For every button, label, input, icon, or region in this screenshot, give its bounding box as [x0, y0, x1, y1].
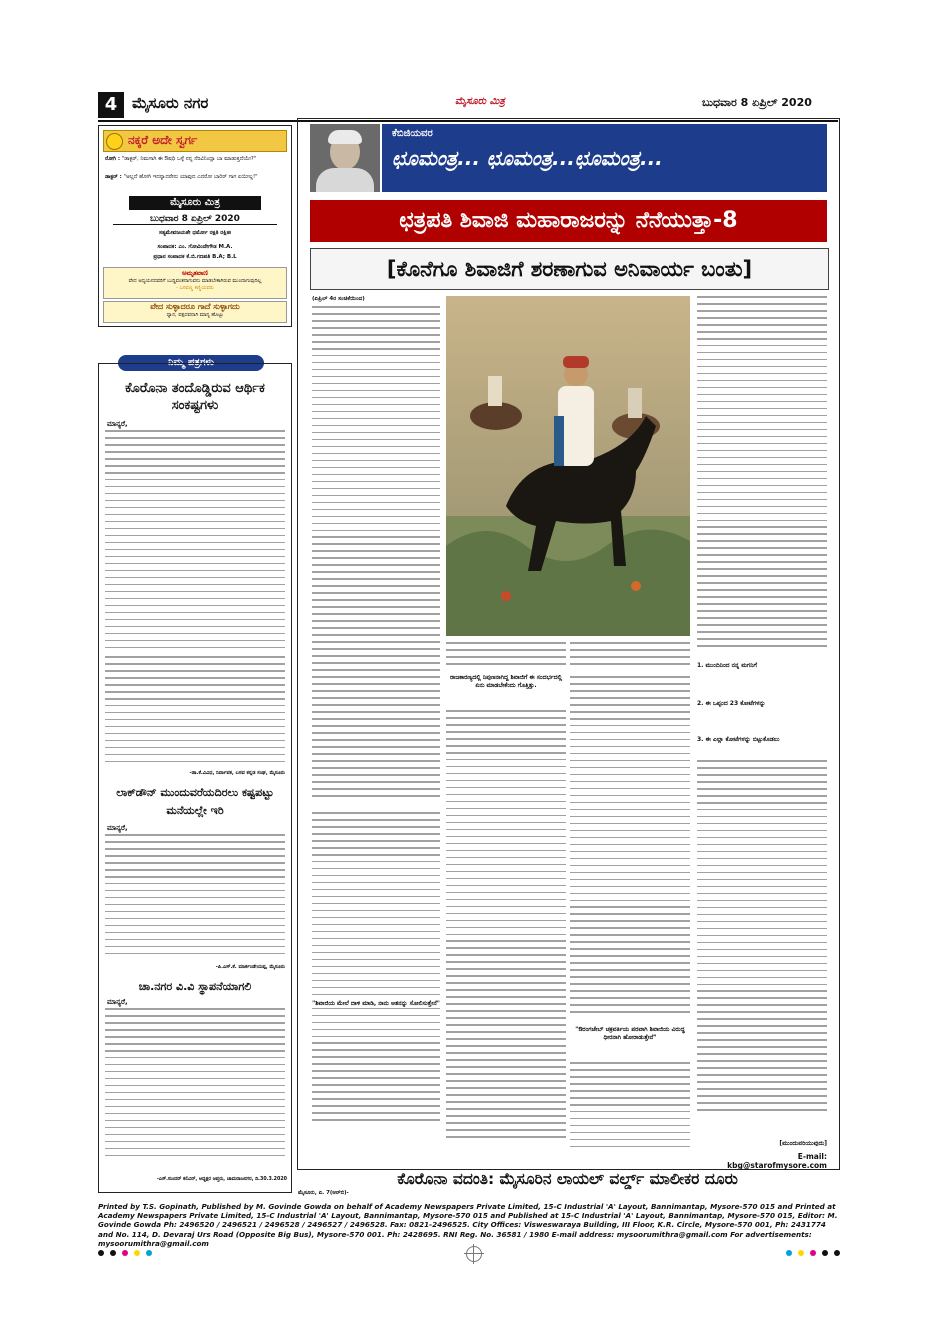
bush-flower-1 — [501, 591, 511, 601]
main-headline: ಛತ್ರಪತಿ ಶಿವಾಜಿ ಮಹಾರಾಜರನ್ನು ನೆನೆಯುತ್ತಾ-8 — [310, 200, 827, 242]
amrutavani-box — [103, 267, 287, 299]
bush-flower-2 — [631, 581, 641, 591]
masthead-motto: ಸತ್ಯಮೇವಜಯತೇ ಧರ್ಮೋ ರಕ್ಷತಿ ರಕ್ಷಿತಃ — [159, 230, 231, 236]
print-mark-dot — [146, 1250, 152, 1256]
right-note-1: 1. ಮುಂದಿನಿಂದ ನನ್ನ ಮಗನಿಗೆ — [697, 662, 757, 669]
letters-badge: ನಿಮ್ಮ ಪತ್ರಗಳು — [118, 355, 264, 371]
proverb-box — [103, 301, 287, 323]
letter1-salutation: ಮಾನ್ಯರೆ, — [107, 420, 128, 428]
laughing-face-icon — [106, 133, 123, 150]
masthead-coeditor: ಪ್ರಧಾನ ಸಂಪಾದಕ ಕೆ.ಬಿ.ಗಣಪತಿ B.A; B.L — [153, 254, 237, 260]
column-text-col2 — [446, 642, 566, 672]
author-shirt — [316, 168, 374, 192]
letter1-body-cont — [105, 656, 285, 766]
letter2-salutation: ಮಾನ್ಯರೆ, — [107, 824, 128, 832]
letter2-title: ಲಾಕ್‌ಡೌನ್ ಮುಂದುವರೆಯದಿರಲು ಕಷ್ಟಪಟ್ಟು ಮನೆಯಲ್ಲೇ ಇರಿ — [116, 786, 274, 817]
print-mark-dot — [810, 1250, 816, 1256]
masthead-editor: ಸಂಪಾದಕ: ಎಂ. ಗೋವಿಂದೇಗೌಡ M.A. — [157, 244, 233, 250]
right-note-2: 2. ಈ ಒಪ್ಪಂದ 23 ಕೋಟೆಗಳನ್ನು — [697, 700, 766, 707]
continued-note: (ಏಪ್ರಿಲ್ 4ರ ಸಂಚಿಕೆಯಿಂದ) — [312, 296, 365, 302]
print-mark-dot — [98, 1250, 104, 1256]
humor-title-bar — [103, 130, 287, 152]
author-hair — [328, 130, 362, 144]
amrutavani-title: ಅಮೃತವಾಣಿ — [182, 269, 208, 277]
column-text-col3 — [570, 642, 690, 672]
letter2-body — [105, 834, 285, 964]
background-horse-left — [470, 402, 522, 430]
bottom-story-body — [298, 1197, 838, 1199]
header-masthead: ಮೈಸೂರು ಮಿತ್ರ — [455, 96, 505, 107]
column-text-col4b — [697, 760, 827, 1120]
print-mark-dot — [110, 1250, 116, 1256]
imprint: Printed by T.S. Gopinath, Published by M. Govinde Gowda on behalf of Academy Newspapers Private Limited, 15-C Industrial 'A' Layout, Bannimantap, Mysore-570 015 and Printed at Academy Newspapers Private Limited, 15-C Industrial 'A' Layout, Bannimantap, Mysore-570 015 and Published at 15-C Industrial 'A' Layout, Bannimantap, Mysore-570 015, Editor: M. Govinde Gowda Ph: 2496520 / 2496521 / 2496528 / 2496527 / 2496528. Fax: 0821-2496525. City Offices: Visweswaraya Building, III Floor, K.R. Circle, Mysore-570 001, Ph: 2431774 and No. 114, D. Devaraj Urs Road (Opposite Big Bus), Mysore-570 001. Ph: 2428695. RNI Reg. No. 36581 / 1980 E-mail address: mysoorumithra@gmail.com For advertisements: mysoorumithra@gmail.com — [98, 1202, 838, 1248]
letter3-salutation: ಮಾನ್ಯರೆ, — [107, 998, 128, 1006]
humor-title: ನಕ್ಕರೆ ಅದೇ ಸ್ವರ್ಗ — [128, 133, 198, 147]
column-text-col3b — [570, 676, 690, 1026]
author-email: E-mail: kbg@starofmysore.com — [727, 1152, 827, 1170]
letters-box — [98, 363, 292, 1193]
masthead-date: ಬುಧವಾರ 8 ಏಪ್ರಿಲ್ 2020 — [113, 214, 277, 225]
author-photo — [310, 124, 380, 192]
letter1-signature: -ಡಾ.ಕೆ.ವಿವಿಧ, ನಿರ್ವಾಪಕ, ಬಸವ ಕನ್ನಡ ಸಂಘ, ಮೈಸೂರು — [189, 770, 285, 776]
registration-mark-icon — [466, 1246, 482, 1262]
shivaji-cloak — [554, 416, 564, 466]
question-text: "ಡಾಕ್ಟರ್, ನಿಮಗಾಗಿ ಈ ಔಷಧಿ ಒಳ್ಳೆ ನನ್ನ ನೆರವಿನಿಂದ್ಲಾ ಬಾ ಮಾಡುತ್ತದೆಯೇ?" — [121, 156, 257, 162]
bottom-headline: ಕೊರೊನಾ ವದಂತಿ: ಮೈಸೂರಿನ ಲಾಯಲ್ ವರ್ಲ್ಡ್ ಮಾಲೀಕರ ದೂರು — [397, 1170, 738, 1188]
print-mark-dot — [786, 1250, 792, 1256]
section-title: ಮೈಸೂರು ನಗರ — [132, 94, 209, 112]
letter3-body — [105, 1008, 285, 1168]
pullquote-2: "ಶಿವಾಜಿಯ ಮೇಲೆ ದಾಳಿ ಮಾಡಿ, ನಾನು ಆತನನ್ನು ಸೋಲಿಸುತ್ತೇನೆ" — [312, 1000, 440, 1007]
letter1-title: ಕೊರೊನಾ ತಂದೊಡ್ಡಿರುವ ಆರ್ಥಿಕ ಸಂಕಷ್ಟಗಳು — [125, 381, 265, 413]
column-text-col1a — [312, 306, 440, 806]
humor-question — [105, 156, 283, 164]
page-number: 4 — [98, 92, 124, 118]
letter3-signature: -ಎಸ್.ಸುಂದರ್ ಕಲಿವಿರ್, ಅಧ್ಯಕ್ಷರ ಆಪ್ತರು, ಚಾಮರಾಜನಗರ, ದಿ.30.3.2020 — [156, 1177, 287, 1182]
column-title-bar — [382, 124, 827, 192]
background-rider-right — [628, 388, 642, 418]
proverb-line1: ವೇದ ಸುಳ್ಳಾದರೂ ಗಾದೆ ಸುಳ್ಳಾಗದು — [150, 302, 240, 311]
right-note-3: 3. ಈ ಎಲ್ಲಾ ಕೋಟೆಗಳನ್ನು ಬಿಟ್ಟುಕೊಡಲು — [697, 736, 780, 743]
column-author: ಕೆಬಿಜಿಯವರ — [392, 128, 433, 139]
humor-box — [98, 125, 292, 327]
print-mark-dot — [834, 1250, 840, 1256]
question-label: ರೋಗಿ : — [105, 156, 121, 162]
print-mark-dot — [798, 1250, 804, 1256]
main-subhead: [ಕೊನೆಗೂ ಶಿವಾಜಿಗೆ ಶರಣಾಗುವ ಅನಿವಾರ್ಯ ಬಂತು] — [310, 248, 829, 290]
pullquote-1: ರಾಜಕಾರಣ್ಯದಲ್ಲಿ ನಿಪುಣನಾಗಿದ್ದ ಶಿವಾಜಿಗೆ ಈ ಸಂದರ್ಭದಲ್ಲಿ ಏನು ಮಾಡಬೇಕೆಂದು ಗೊತ್ತಿತ್ತು. — [449, 674, 563, 690]
proverb-line2: ಧ್ಯಾನ, ಪತ್ಪದವನಾಗಿ ಮಾನ್ಯ ಹೊಟ್ಟು — [166, 312, 224, 318]
letter3-title: ಚಾ.ನಗರ ವಿ.ವಿ ಸ್ಥಾಪನೆಯಾಗಲಿ — [138, 980, 252, 993]
letter2-signature: -ಪಿ.ಎಸ್.ಕೆ. ಮಾರ್ಕಂಡೇಯಪ್ಪ, ಮೈಸೂರು — [215, 964, 285, 970]
humor-answer — [105, 174, 283, 182]
column-banner — [310, 124, 827, 192]
continues-note: [ಮುಂದುವರಿಯುವುದು] — [779, 1140, 827, 1147]
print-mark-dot — [822, 1250, 828, 1256]
amrutavani-text: ವೇದ ಅಧ್ಯಯನದವರಿಗೆ ಬುದ್ಧಿವಂತನಾಗುವನು ಮಾಡಬೇಕಾಗಿರುವ ಮುಂದಾಗುವುದಿಲ್ಲ — [128, 278, 262, 284]
column-text-col1b — [312, 812, 440, 1132]
answer-text: "ಅಲ್ಲದೆ ಹೋಗಿ ಇದನ್ನಾದರೇನು ಯಾವುದ ಎದರೋ ಬಾರಿರ್ ಗಾಗ ಏಯೀಲ್ಲ!" — [123, 174, 258, 180]
shivaji-turban — [563, 356, 589, 368]
print-mark-dot — [122, 1250, 128, 1256]
pullquote-3: "ಔರಂಗಜೇಬ್ ಚಕ್ರವರ್ತಿಯ ಪರವಾಗಿ ಶಿವಾಜಿಯ ವಿರುದ್ಧ ಧೀರನಾಗಿ ಹೋರಾಡುತ್ತೇನೆ" — [575, 1026, 685, 1042]
masthead-logo: ಮೈಸೂರು ಮಿತ್ರ — [129, 196, 261, 210]
column-text-col4a — [697, 296, 827, 656]
column-title: ಛೂಮಂತ್ರ... ಛೂಮಂತ್ರ...ಛೂಮಂತ್ರ... — [392, 146, 663, 170]
print-mark-dot — [134, 1250, 140, 1256]
answer-label: ಡಾಕ್ಟರ್ : — [105, 174, 122, 180]
shivaji-painting — [446, 296, 690, 636]
amrutavani-attribution: - ಬಸವಣ್ಣ ಕಣ್ಣಿಯವರು — [176, 284, 214, 291]
header-date: ಬುಧವಾರ 8 ಏಪ್ರಿಲ್ 2020 — [702, 96, 812, 109]
background-rider-left — [488, 376, 502, 406]
letter1-body — [105, 430, 285, 652]
bottom-story-dateline: ಮೈಸೂರು, ಏ. 7(ಆರ್‌ಬಿ)- — [298, 1190, 349, 1196]
column-text-col3c — [570, 1062, 690, 1152]
column-text-col2b — [446, 710, 566, 1150]
